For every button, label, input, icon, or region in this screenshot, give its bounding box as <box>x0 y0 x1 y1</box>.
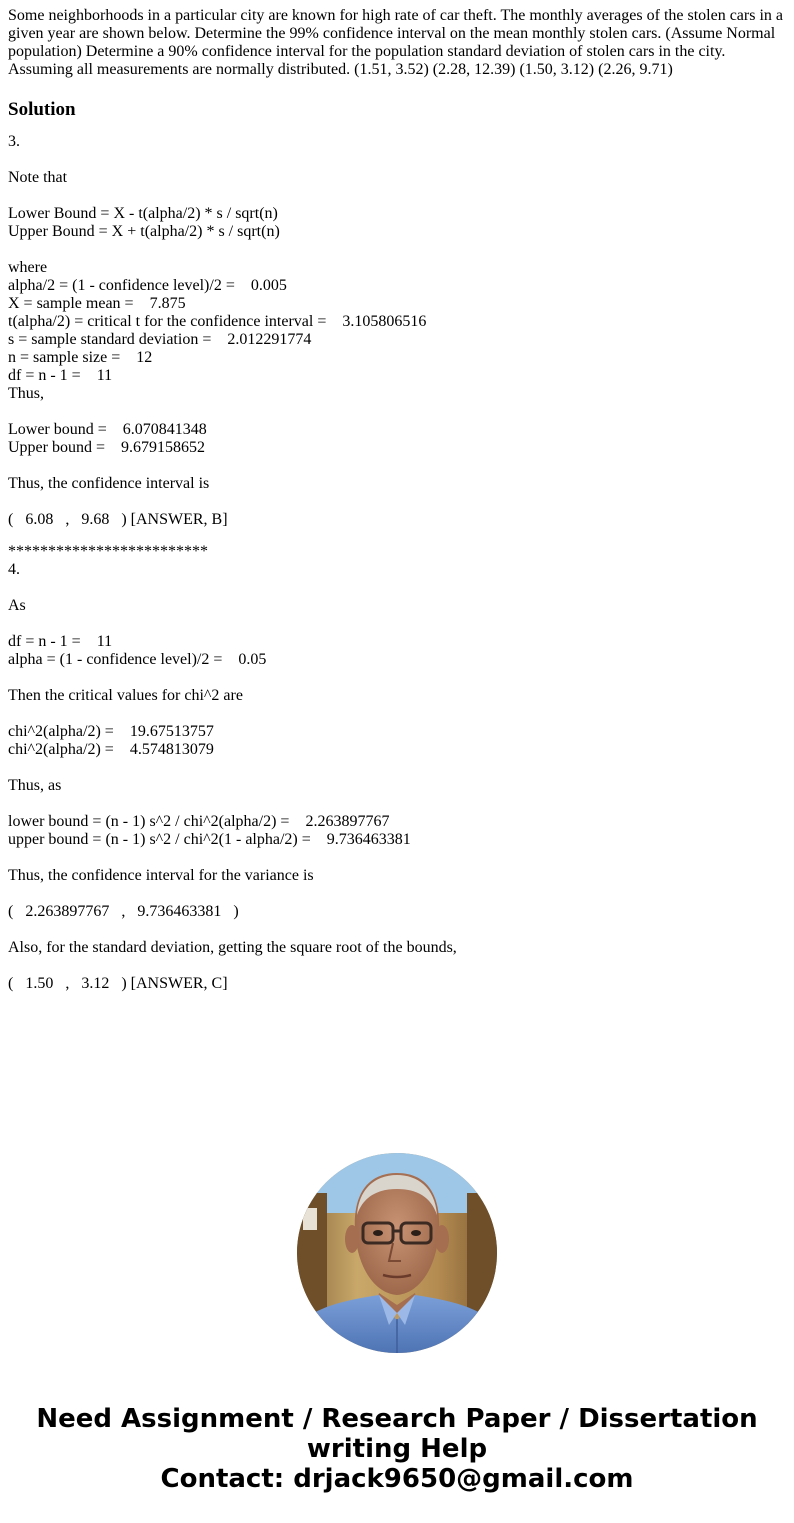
part4-number: 4. <box>8 561 20 578</box>
document-content <box>8 7 788 993</box>
section-separator: ************************* <box>8 543 208 560</box>
part4-answer: ( 1.50 , 3.12 ) [ANSWER, C] <box>8 975 228 992</box>
part4-as: As <box>8 597 26 614</box>
part3-std-dev: s = sample standard deviation = 2.012291774 <box>8 331 312 348</box>
part3-thus: Thus, <box>8 385 44 402</box>
question-text: Some neighborhoods in a particular city are known for high rate of car theft. The monthly averages of the stolen cars in a given year are shown below. Determine the 99% confidence interval on the mean monthly stolen cars. (Assume Normal population) Determine a 90% confidence interval for the population standard deviation of stolen cars in the city. Assuming all measurements are normally distributed. (1.51, 3.52) (2.28, 12.39) (1.50, 3.12) (2.26, 9.71) <box>8 7 784 78</box>
part3-upper-bound: Upper bound = 9.679158652 <box>8 439 206 456</box>
part4-alpha: alpha = (1 - confidence level)/2 = 0.05 <box>8 651 267 668</box>
part3-number: 3. <box>8 133 20 150</box>
part3-alpha: alpha/2 = (1 - confidence level)/2 = 0.005 <box>8 277 287 294</box>
part3-note: Note that <box>8 169 68 186</box>
solution-body <box>8 133 788 993</box>
part4-chi-upper: chi^2(alpha/2) = 19.67513757 <box>8 723 214 740</box>
footer-contact: Contact: drjack9650@gmail.com <box>160 1464 634 1494</box>
part4-chi-lower: chi^2(alpha/2) = 4.574813079 <box>8 741 214 758</box>
part3-interval-intro: Thus, the confidence interval is <box>8 475 210 492</box>
part3-mean: X = sample mean = 7.875 <box>8 295 186 312</box>
part4-critical-intro: Then the critical values for chi^2 are <box>8 687 243 704</box>
part3-lower-bound: Lower bound = 6.070841348 <box>8 421 207 438</box>
author-avatar <box>297 1153 497 1353</box>
part3-answer: ( 6.08 , 9.68 ) [ANSWER, B] <box>8 511 228 528</box>
part3-t-critical: t(alpha/2) = critical t for the confidence interval = 3.105806516 <box>8 313 427 330</box>
footer-line-2: writing Help <box>306 1434 488 1464</box>
part4-variance-intro: Thus, the confidence interval for the variance is <box>8 867 314 884</box>
part3-upper-formula: Upper Bound = X + t(alpha/2) * s / sqrt(n) <box>8 223 280 240</box>
part3-lower-formula: Lower Bound = X - t(alpha/2) * s / sqrt(n) <box>8 205 278 222</box>
part4-sd-intro: Also, for the standard deviation, getting the square root of the bounds, <box>8 939 457 956</box>
contact-footer <box>0 1404 794 1494</box>
part3-sample-size: n = sample size = 12 <box>8 349 153 366</box>
solution-heading: Solution <box>8 99 76 120</box>
part4-df: df = n - 1 = 11 <box>8 633 113 650</box>
part4-thus-as: Thus, as <box>8 777 62 794</box>
part3-where: where <box>8 259 48 276</box>
part3-df: df = n - 1 = 11 <box>8 367 113 384</box>
part4-lower-bound: lower bound = (n - 1) s^2 / chi^2(alpha/2) = 2.263897767 <box>8 813 390 830</box>
part4-upper-bound: upper bound = (n - 1) s^2 / chi^2(1 - alpha/2) = 9.736463381 <box>8 831 411 848</box>
footer-line-1: Need Assignment / Research Paper / Dissertation <box>36 1404 758 1434</box>
part4-variance-interval: ( 2.263897767 , 9.736463381 ) <box>8 903 239 920</box>
